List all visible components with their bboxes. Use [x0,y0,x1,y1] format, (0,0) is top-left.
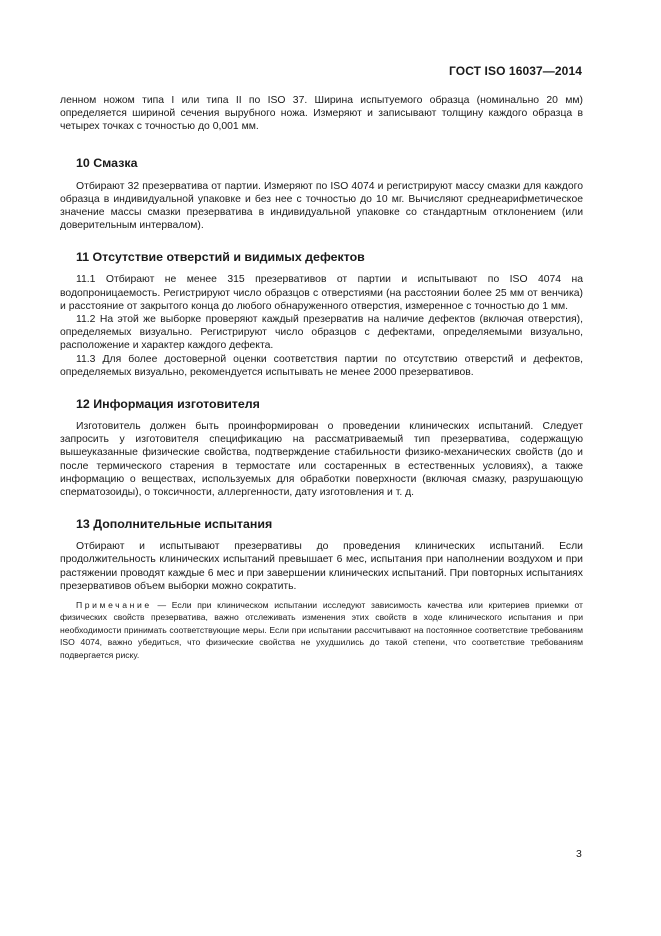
intro-paragraph: ленном ножом типа I или типа II по ISO 37. Ширина испытуемого образца (номинально 20 мм) определяется шириной сечения вырубного ножа. Измеряют и записывают толщину каждого образца в четырех точках с точностью до 0,001 мм. [60,95,583,133]
page-number: 3 [576,848,582,860]
section-12-paragraph: Изготовитель должен быть проинформирован о проведении клинических испытаний. Следует запросить у изготовителя спецификацию на рассматриваемый тип презерватива, содержащую вышеуказанные физические свойства, подтверждение стабильности физико-механических свойств (до и после термического старения в термостате или состаренных в естественных условиях), а также информацию о веществах, используемых для обработки поверхности (включая смазку, разрушающую сперматозоиды), о токсичности, аллергенности, дату изготовления и т. д. [60,421,583,499]
section-10-heading: 10 Смазка [76,155,138,170]
note-label: Примечание [76,600,152,611]
clause-11-2: 11.2 На этой же выборке проверяют каждый презерватив на наличие дефектов (включая отверстия), определяемых визуально. Регистрируют число образцов с дефектами, определяемыми визуально, расположение и характер каждого дефекта. [60,314,583,352]
section-11-heading: 11 Отсутствие отверстий и видимых дефектов [76,250,365,265]
page-content [60,94,583,661]
section-13-heading: 13 Дополнительные испытания [76,517,273,532]
section-10-paragraph: Отбирают 32 презерватива от партии. Измеряют по ISO 4074 и регистрируют массу смазки для каждого образца в индивидуальной упаковке и без нее с точностью до 10 мг. Вычисляют среднеарифметическое значение массы смазки презерватива в индивидуальной упаковке со стандартным отклонением (или доверительным интервалом). [60,180,583,232]
note [60,599,583,661]
standard-designation: ГОСТ ISO 16037—2014 [449,64,582,78]
section-12-heading: 12 Информация изготовителя [76,397,260,412]
clause-11-1: 11.1 Отбирают не менее 315 презервативов от партии и испытывают по ISO 4074 на водопроницаемость. Регистрируют число образцов с отверстиями (на расстоянии более 25 мм от венчика) и расстояние от закрытого конца до любого обнаруженного отверстия, измеренное с точностью до 1 мм. [60,274,583,312]
note-text: — Если при клиническом испытании исследуют зависимость качества или критериев приемки от физических свойств презерватива, важно отслеживать изменения этих свойств в ходе клинического испытания и при необходимости принимать соответствующие меры. Если при испытании рассчитывают на постоянное соответствие требованиям ISO 4074, важно убедиться, что физические свойства не ухудшились до такой степени, что соответствие требованиям подвергается риску. [60,600,583,660]
section-13-paragraph: Отбирают и испытывают презервативы до проведения клинических испытаний. Если продолжительность клинических испытаний превышает 6 мес, испытания при наполнении воздухом и при растяжении проводят каждые 6 мес и при завершении клинических испытаний. При повторных испытаниях презервативов объем выборки можно сократить. [60,541,583,592]
clause-11-3: 11.3 Для более достоверной оценки соответствия партии по отсутствию отверстий и дефектов, определяемых визуально, рекомендуется испытывать не менее 2000 презервативов. [60,353,583,378]
